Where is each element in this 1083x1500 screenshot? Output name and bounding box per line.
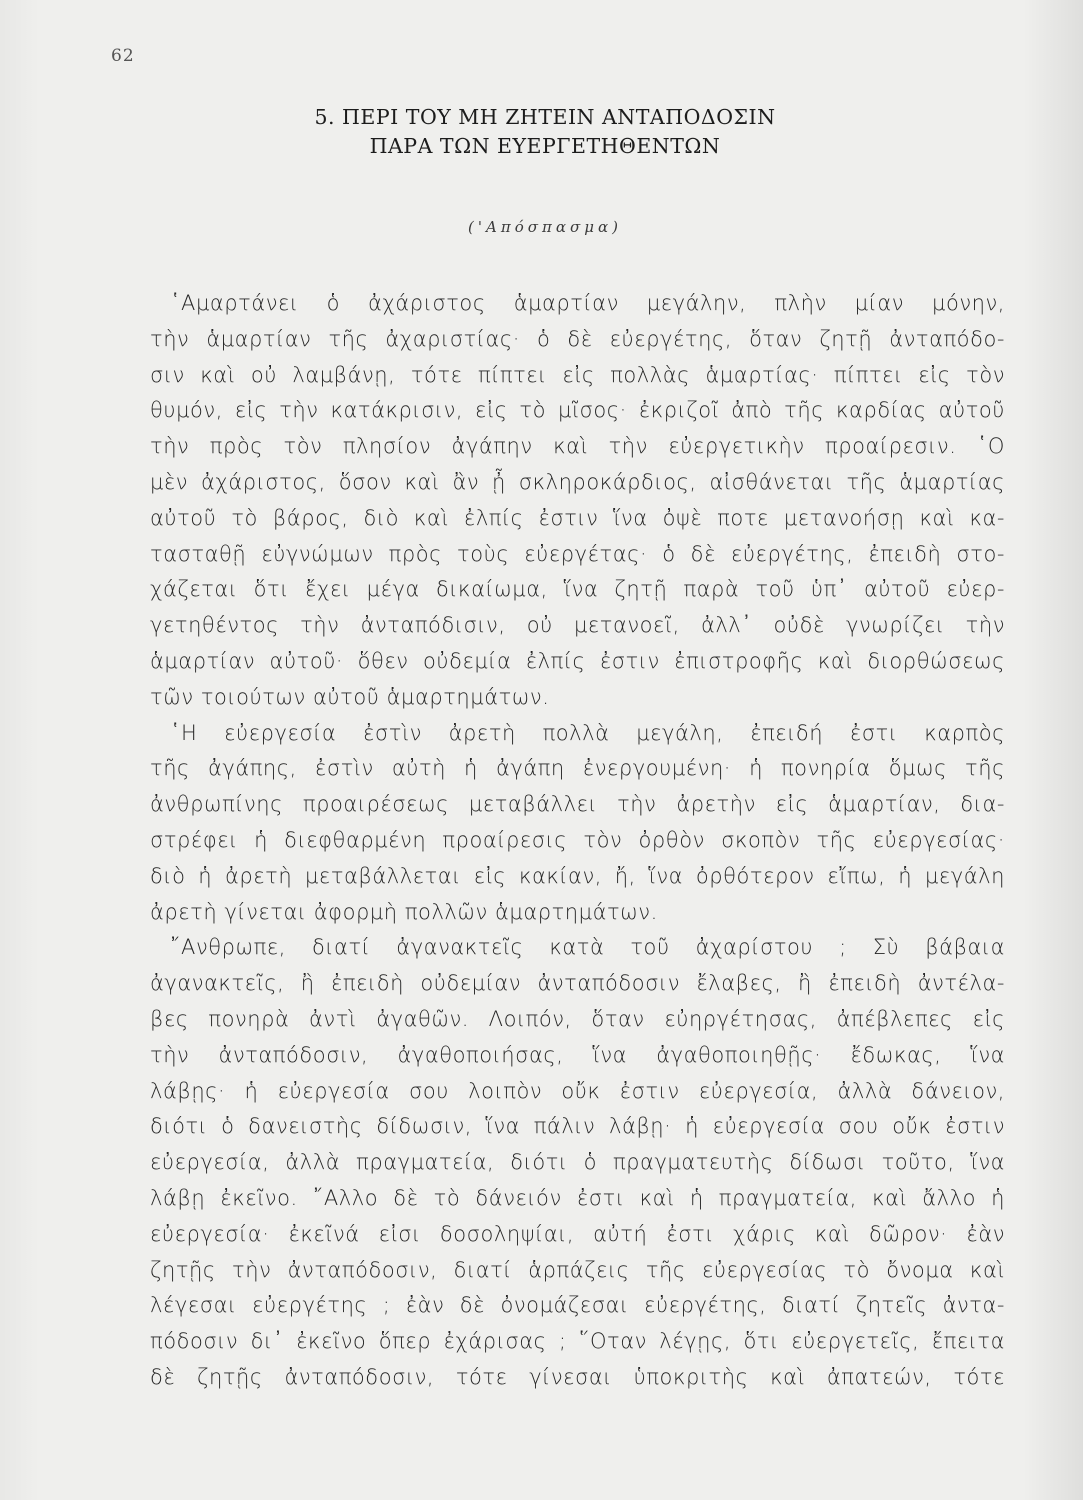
text-line: ἀνθρωπίνης προαιρέσεως μεταβάλλει τὴν ἀρετὴν εἰς ἁμαρτίαν, δια- (150, 792, 1005, 817)
text-line: δὲ ζητῇς ἀνταπόδοσιν, τότε γίνεσαι ὑποκριτὴς καὶ ἀπατεών, τότε (150, 1364, 1005, 1389)
text-line: ῾Αμαρτάνει ὁ ἀχάριστος ἁμαρτίαν μεγάλην, πλὴν μίαν μόνην, (170, 291, 1005, 315)
paragraph-2 (150, 716, 1005, 931)
text-line: θυμόν, εἰς τὴν κατάκρισιν, εἰς τὸ μῖσος· ἐκριζοῖ ἀπὸ τῆς καρδίας αὐτοῦ (150, 398, 1005, 423)
chapter-title-line-2: ΠΑΡΑ ΤΩΝ ΕΥΕΡΓΕΤΗΘΕΝΤΩΝ (369, 134, 721, 158)
text-line: μὲν ἀχάριστος, ὅσον καὶ ἂν ᾖ σκληροκάρδιος, αἰσθάνεται τῆς ἁμαρτίας (150, 469, 1005, 494)
text-line: βες πονηρὰ ἀντὶ ἀγαθῶν. Λοιπόν, ὅταν εὐηργέτησας, ἀπέβλεπες εἰς (150, 1006, 1005, 1031)
text-line: εὐεργεσία, ἀλλὰ πραγματεία, διότι ὁ πραγματευτὴς δίδωσι τοῦτο, ἵνα (150, 1150, 1005, 1175)
text-line: ἀρετὴ γίνεται ἀφορμὴ πολλῶν ἁμαρτημάτων. (150, 899, 658, 924)
text-line: στρέφει ἡ διεφθαρμένη προαίρεσις τὸν ὀρθὸν σκοπὸν τῆς εὐεργεσίας· (150, 827, 1005, 852)
text-line: τὴν πρὸς τὸν πλησίον ἀγάπην καὶ τὴν εὐεργετικὴν προαίρεσιν. ῾Ο (150, 434, 1005, 459)
text-line: ζητῇς τὴν ἀνταπόδοσιν, διατί ἁρπάζεις τῆς εὐεργεσίας τὸ ὄνομα καὶ (150, 1257, 1005, 1282)
text-line: σιν καὶ οὐ λαμβάνῃ, τότε πίπτει εἰς πολλὰς ἁμαρτίας· πίπτει εἰς τὸν (150, 362, 1005, 387)
text-line: λάβῃ ἐκεῖνο. ῎Αλλο δὲ τὸ δάνειόν ἐστι καὶ ἡ πραγματεία, καὶ ἄλλο ἡ (150, 1185, 1005, 1210)
text-line: τασταθῇ εὐγνώμων πρὸς τοὺς εὐεργέτας· ὁ δὲ εὐεργέτης, ἐπειδὴ στο- (150, 541, 1005, 566)
text-line: ἁμαρτίαν αὐτοῦ· ὅθεν οὐδεμία ἐλπίς ἐστιν ἐπιστροφῆς καὶ διορθώσεως (150, 648, 1005, 673)
text-line: χάζεται ὅτι ἔχει μέγα δικαίωμα, ἵνα ζητῇ παρὰ τοῦ ὑπ᾽ αὐτοῦ εὐερ- (150, 577, 1005, 602)
text-line: ῎Ανθρωπε, διατί ἀγανακτεῖς κατὰ τοῦ ἀχαρίστου ; Σὺ βάβαια (170, 935, 1005, 960)
text-line: διότι ὁ δανειστὴς δίδωσιν, ἵνα πάλιν λάβῃ· ἡ εὐεργεσία σου οὔκ ἐστιν (150, 1114, 1005, 1139)
text-line: τῶν τοιούτων αὐτοῦ ἁμαρτημάτων. (150, 684, 550, 709)
text-line: ῾Η εὐεργεσία ἐστὶν ἀρετὴ πολλὰ μεγάλη, ἐπειδή ἐστι καρπὸς (170, 720, 1005, 745)
text-line: τὴν ἀνταπόδοσιν, ἀγαθοποιήσας, ἵνα ἀγαθοποιηθῇς· ἔδωκας, ἵνα (150, 1042, 1005, 1067)
text-line: λέγεσαι εὐεργέτης ; ἐὰν δὲ ὀνομάζεσαι εὐεργέτης, διατί ζητεῖς ἀντα- (150, 1293, 1005, 1318)
body-text (150, 286, 1005, 1396)
text-line: γετηθέντος τὴν ἀνταπόδισιν, οὐ μετανοεῖ, ἀλλ᾽ οὐδὲ γνωρίζει τὴν (150, 613, 1005, 638)
text-line: διὸ ἡ ἀρετὴ μεταβάλλεται εἰς κακίαν, ἤ, ἵνα ὀρθότερον εἴπω, ἡ μεγάλη (150, 863, 1005, 888)
text-line: τῆς ἀγάπης, ἐστὶν αὐτὴ ἡ ἀγάπη ἐνεργουμένη· ἡ πονηρία ὅμως τῆς (150, 756, 1005, 781)
text-line: ἀγανακτεῖς, ἢ ἐπειδὴ οὐδεμίαν ἀνταπόδοσιν ἔλαβες, ἢ ἐπειδὴ ἀντέλα- (150, 971, 1005, 996)
text-line: λάβῃς· ἡ εὐεργεσία σου λοιπὸν οὔκ ἐστιν εὐεργεσία, ἀλλὰ δάνειον, (150, 1078, 1005, 1103)
excerpt-label: ('Απόσπασμα) (468, 218, 622, 236)
paragraph-1 (150, 286, 1005, 716)
chapter-title-line-1: 5. ΠΕΡΙ ΤΟΥ ΜΗ ΖΗΤΕΙΝ ΑΝΤΑΠΟΔΟΣΙΝ (314, 105, 776, 129)
text-line: τὴν ἁμαρτίαν τῆς ἀχαριστίας· ὁ δὲ εὐεργέτης, ὅταν ζητῇ ἀνταπόδο- (150, 326, 1005, 351)
text-line: εὐεργεσία· ἐκεῖνά εἰσι δοσοληψίαι, αὐτή ἐστι χάρις καὶ δῶρον· ἐὰν (150, 1221, 1005, 1246)
paragraph-3 (150, 930, 1005, 1395)
text-line: αὐτοῦ τὸ βάρος, διὸ καὶ ἐλπίς ἐστιν ἵνα ὀψὲ ποτε μετανοήσῃ καὶ κα- (150, 505, 1005, 530)
page-number: 62 (111, 46, 135, 66)
text-line: πόδοσιν δι᾽ ἐκεῖνο ὅπερ ἐχάρισας ; ῞Οταν λέγῃς, ὅτι εὐεργετεῖς, ἔπειτα (150, 1329, 1005, 1354)
